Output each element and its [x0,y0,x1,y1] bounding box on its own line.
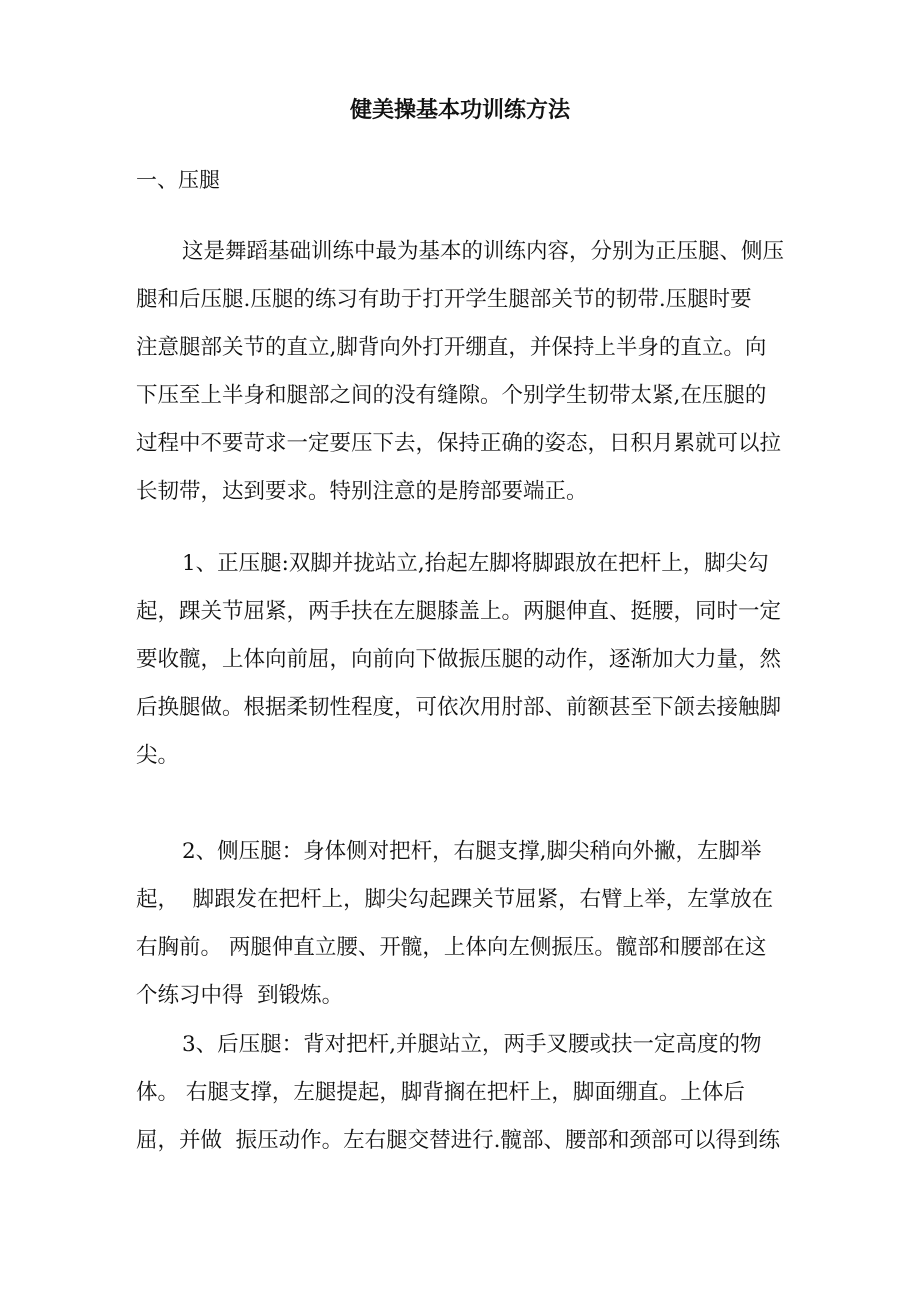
text-line: 尖。 [136,743,180,768]
text-line: 长韧带，达到要求。特别注意的是胯部要端正。 [136,479,588,504]
text-line: 下压至上半身和腿部之间的没有缝隙。个别学生韧带太紧,在压腿的 [136,383,767,408]
text-line: 3、后压腿：背对把杆,并腿站立，两手叉腰或扶一定高度的物 [182,1032,762,1057]
paragraph-intro [136,228,796,516]
paragraph-front-leg-press [136,540,796,780]
document-title: 健美操基本功训练方法 [349,97,570,123]
text-line: 体。 右腿支撑，左腿提起，脚背搁在把杆上，脚面绷直。上体后 [136,1080,745,1105]
text-line: 屈，并做 振压动作。左右腿交替进行.髋部、腰部和颈部可以得到练 [136,1128,781,1153]
section-heading: 一、压腿 [136,168,220,192]
text-line: 起， 脚跟发在把杆上，脚尖勾起踝关节屈紧，右臂上举，左掌放在 [136,887,774,912]
text-line: 后换腿做。根据柔韧性程度，可依次用肘部、前额甚至下颌去接触脚 [136,695,782,720]
text-line: 注意腿部关节的直立,脚背向外打开绷直，并保持上半身的直立。向 [136,335,767,360]
text-line: 1、正压腿:双脚并拢站立,抬起左脚将脚跟放在把杆上，脚尖勾 [182,551,769,576]
text-line: 2、侧压腿：身体侧对把杆，右腿支撑,脚尖稍向外撇，左脚举 [182,839,762,864]
text-line: 个练习中得 到锻炼。 [136,983,344,1008]
text-line: 这是舞蹈基础训练中最为基本的训练内容，分别为正压腿、侧压 [182,239,785,264]
text-line: 起，踝关节屈紧，两手扶在左腿膝盖上。两腿伸直、挺腰，同时一定 [136,599,782,624]
paragraph-back-leg-press [136,1021,796,1165]
text-line: 过程中不要苛求一定要压下去，保持正确的姿态，日积月累就可以拉 [136,431,782,456]
text-line: 腿和后压腿.压腿的练习有助于打开学生腿部关节的韧带.压腿时要 [136,287,752,312]
text-line: 右胸前。 两腿伸直立腰、开髋，上体向左侧振压。髋部和腰部在这 [136,935,767,960]
paragraph-side-leg-press [136,828,796,1020]
text-line: 要收髋，上体向前屈，向前向下做振压腿的动作，逐渐加大力量，然 [136,647,782,672]
